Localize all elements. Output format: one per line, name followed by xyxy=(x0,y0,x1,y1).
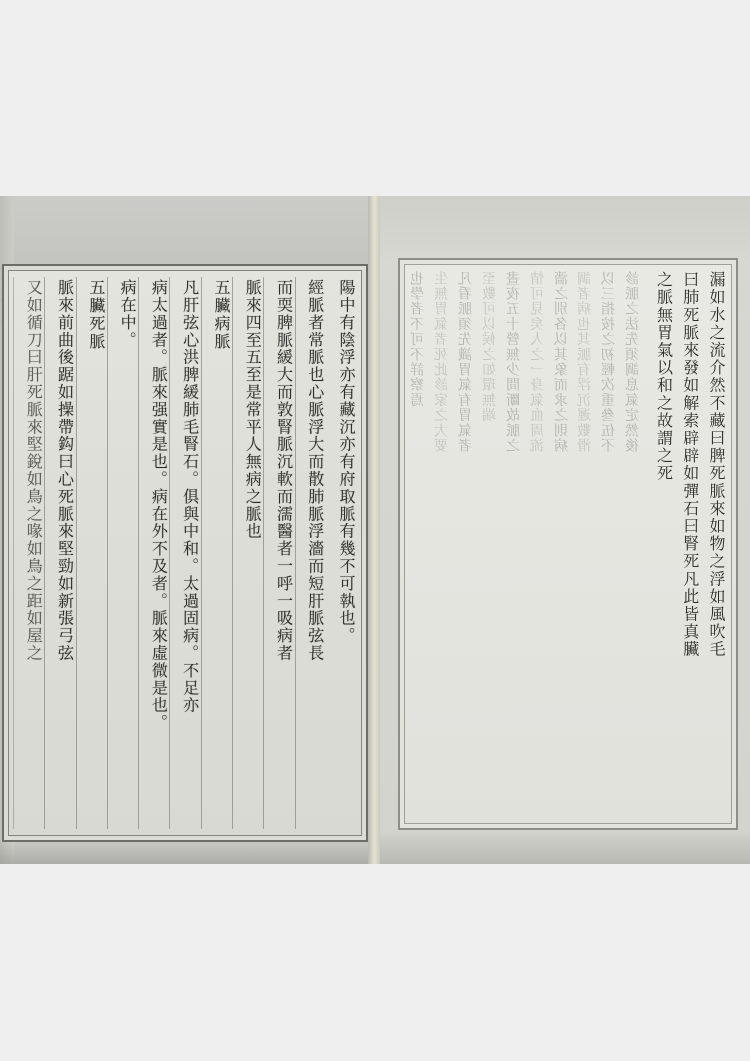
text-column: 病太過者。脈來强實是也。病在外不及者。脈來虛微是也。 xyxy=(138,277,169,829)
showthrough-column: 情可見矣人之一身氣血周流 xyxy=(529,271,546,454)
showthrough-column: 診脈之法先須調息氣定然後 xyxy=(625,271,642,454)
left-folio-columns xyxy=(9,271,361,835)
left-folio-bottom-shadow xyxy=(0,842,372,864)
showthrough-column: 以三指按之初輕次重叄伍不 xyxy=(601,271,618,454)
showthrough-column: 生無胃氣者死此診家之大要 xyxy=(433,271,450,454)
text-column: 脈來四至五至是常平人無病之脈也 xyxy=(232,277,263,829)
text-column: 漏如水之流介然不藏曰脾死脈來如物之浮如風吹毛 xyxy=(707,271,726,659)
text-column: 病在中。 xyxy=(107,277,138,829)
showthrough-column: 晝夜五十營無少間斷故脈之 xyxy=(505,271,522,454)
right-folio-text-block xyxy=(404,264,732,824)
showthrough-column: 凡看脈須先識胃氣有胃氣者 xyxy=(457,271,474,454)
left-folio-top-margin xyxy=(0,196,372,264)
right-folio-columns xyxy=(405,265,731,823)
text-column: 曰肺死脈來發如解索辟辟如彈石曰腎死凡此皆真臟 xyxy=(680,271,700,659)
right-folio xyxy=(380,196,750,864)
text-column: 凡肝弦心洪脾緩肺毛腎石。俱與中和。太過固病。不足亦 xyxy=(169,277,200,829)
left-folio-border xyxy=(2,264,368,842)
showthrough-column: 也學者不可不詳察焉 xyxy=(409,271,426,408)
text-column: 脈來前曲後踞如操帶鈎曰心死脈來堅勁如新張弓弦 xyxy=(44,277,75,829)
right-folio-border xyxy=(398,258,738,830)
text-column: 經脈者常脈也心脈浮大而散肺脈浮濇而短肝脈弦長 xyxy=(295,277,326,829)
left-folio-text-block xyxy=(8,270,362,836)
right-folio-bottom-shadow xyxy=(380,830,750,864)
text-column: 而耎脾脈緩大而敦腎脈沉軟而濡醫者一呼一吸病者 xyxy=(263,277,294,829)
book-gutter xyxy=(368,196,380,864)
scanned-spread xyxy=(0,196,750,864)
section-heading-column: 五臟病脈 xyxy=(201,277,232,829)
text-column: 又如循刀曰肝死脈來堅銳如鳥之喙如鳥之距如屋之 xyxy=(13,277,44,829)
text-column: 之脈無胃氣以和之故謂之死 xyxy=(654,271,674,483)
showthrough-column: 濇之別各以其象而求之則病 xyxy=(553,271,570,454)
showthrough-column: 調者病也其脈有浮沉遲數滑 xyxy=(577,271,594,454)
showthrough-column: 至數可以候之如環無端 xyxy=(481,271,498,423)
text-column: 陽中有陰浮亦有藏沉亦有府取脈有幾不可執也。 xyxy=(337,279,356,645)
section-heading-column: 五臟死脈 xyxy=(76,277,107,829)
left-folio xyxy=(0,196,372,864)
right-folio-top-margin xyxy=(380,196,750,258)
